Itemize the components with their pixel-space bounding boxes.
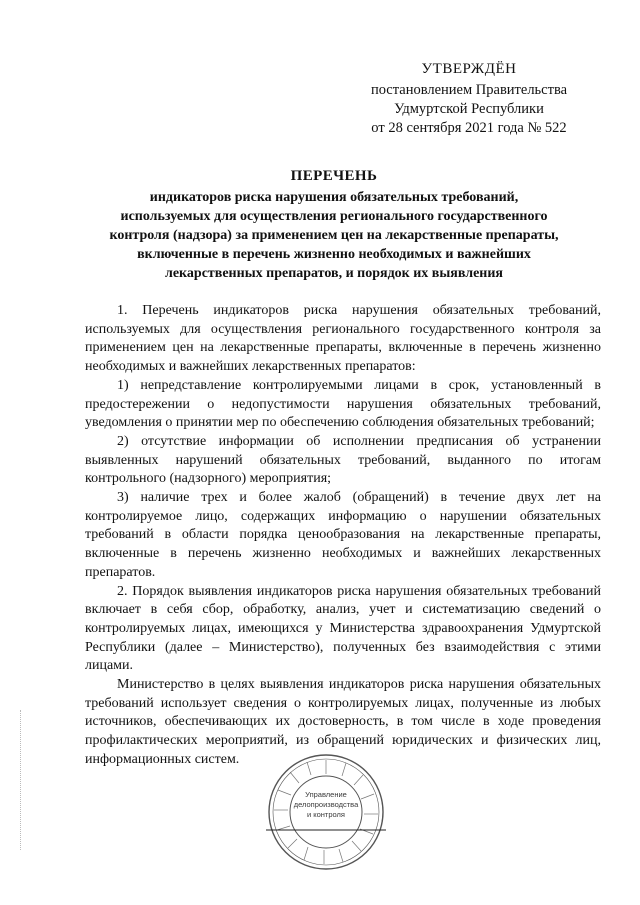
approval-heading: УТВЕРЖДЁН (421, 61, 517, 77)
title-main: ПЕРЕЧЕНЬ (290, 168, 378, 184)
stamp-line-1: Управление (305, 790, 347, 799)
title-line-3: контроля (надзора) за применением цен на лекарственные препараты, (109, 228, 559, 243)
paragraph-item-2: 2) отсутствие информации об исполнении предписания об устранении выявленных нарушений обязательных требований, выданного по итогам контрольного (надзорного) мероприятия; (85, 433, 601, 487)
stamp-line-2: делопроизводства (293, 800, 359, 809)
title-line-1: индикаторов риска нарушения обязательных требований, (149, 190, 519, 205)
paragraph-item-3: 3) наличие трех и более жалоб (обращений) в течение двух лет на контролируемое лицо, содержащих информацию о нарушении обязательных требований в области порядка ценообразования на лекарственные препараты, включенные в перечень жизненно необходимых и важнейших лекарственных препаратов. (85, 490, 601, 580)
approval-line-1: постановлением Правительства (370, 82, 568, 98)
paragraph-item-1: 1) непредставление контролируемыми лицами в срок, установленный в предостережении о недопустимости нарушения обязательных требований, уведомления о принятии мер по обеспечению соблюдения обязательных требований; (85, 377, 601, 431)
stamp-line-3: и контроля (306, 810, 345, 819)
paragraph-1: 1. Перечень индикаторов риска нарушения обязательных требований, используемых для осуществления регионального государственного контроля за применением цен на лекарственные препараты, включенные в перечень жизненно необходимых и важнейших лекарственных препаратов: (85, 303, 601, 375)
stamp-text (266, 790, 386, 820)
paragraph-3: Министерство в целях выявления индикаторов риска нарушения обязательных требований использует сведения о контролируемых лицах, полученные из любых источников, обеспечивающих их достоверность, в том числе в ходе проведения профилактических мероприятий, из обращений юридических и физических лиц, информационных систем. (85, 677, 601, 767)
scan-margin-marks (20, 710, 25, 850)
title-line-5: лекарственных препаратов, и порядок их выявления (164, 266, 504, 281)
title-line-2: используемых для осуществления регионального государственного (120, 209, 548, 224)
approval-line-2: Удмуртской Республики (394, 101, 544, 117)
paragraph-2: 2. Порядок выявления индикаторов риска нарушения обязательных требований включает в себя сбор, обработку, анализ, учет и систематизацию сведений о контролируемых лицах, имеющихся у Министерства здравоохранения Удмуртской Республики (далее – Министерство), полученных без взаимодействия с этими лицами. (85, 583, 601, 674)
document-body (85, 302, 601, 770)
title-line-4: включенные в перечень жизненно необходимых и важнейших (137, 247, 531, 262)
approval-block (360, 60, 578, 138)
official-stamp (266, 752, 386, 872)
approval-line-3: от 28 сентября 2021 года № 522 (371, 120, 567, 136)
document-title (92, 167, 576, 283)
